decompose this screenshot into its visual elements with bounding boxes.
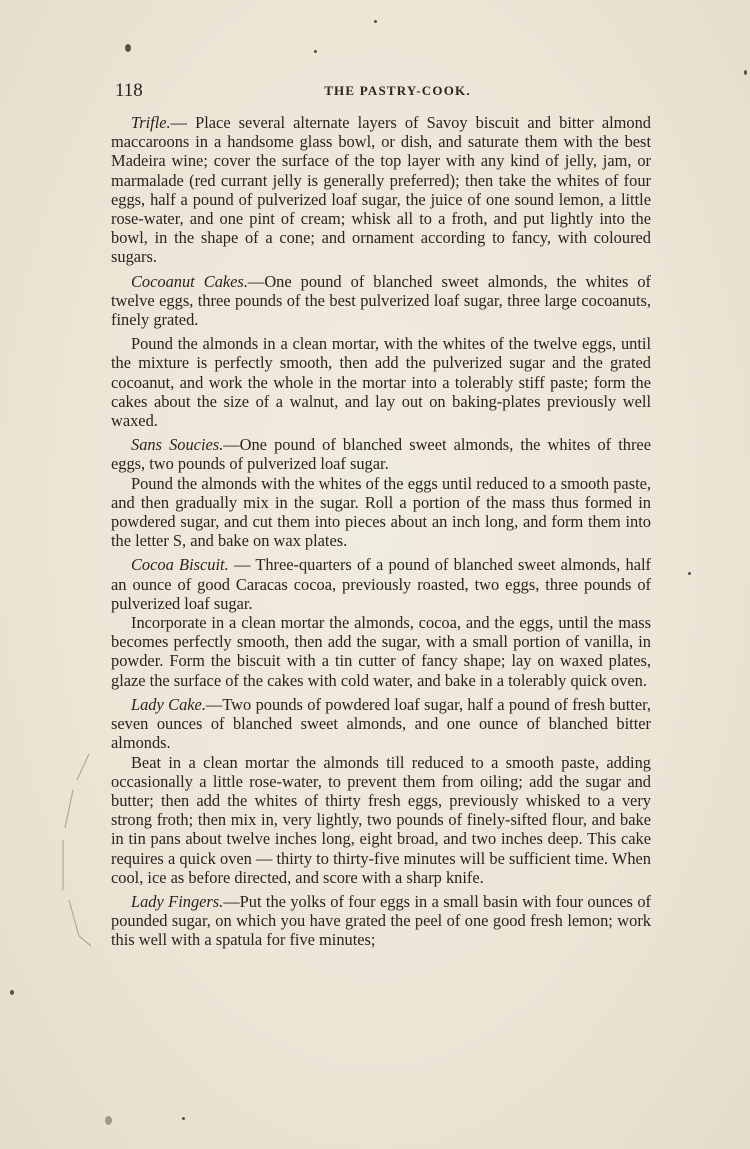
ink-speck [182, 1117, 185, 1120]
recipe-paragraph [111, 613, 651, 690]
recipe-paragraph [111, 753, 651, 887]
paragraph-text: One pound of blanched sweet almonds, the whites of three eggs, two pounds of pulverized loaf sugar. [111, 435, 651, 474]
page-number: 118 [115, 80, 143, 101]
recipe-title: Lady Cake. [131, 694, 206, 714]
recipe-paragraph [111, 474, 651, 551]
ink-speck [105, 1116, 112, 1125]
dash: — [223, 435, 240, 455]
recipe-paragraph [111, 555, 651, 613]
dash: — [223, 891, 240, 911]
dash: — [205, 694, 223, 714]
paragraph-text: Pound the almonds in a clean mortar, with the whites of the twelve eggs, until the mixture is perfectly smooth, then add the pulverized sugar and the grated cocoanut, and work the whole in the mortar into a tolerably stiff paste; form the cakes about the size of a walnut, and lay out on baking-plates previously well waxed. [111, 334, 651, 431]
ink-speck [374, 20, 377, 23]
recipe-title: Lady Fingers. [131, 891, 224, 911]
paragraph-text: One pound of blanched sweet almonds, the whites of twelve eggs, three pounds of the best pulverized loaf sugar, three large cocoanuts, finely grated. [111, 271, 651, 330]
paragraph-text: Pound the almonds with the whites of the eggs until reduced to a smooth paste, and then gradually mix in the sugar. Roll a portion of the mass thus formed in powdered sugar, and cut them into pieces about an inch long, and form them into the letter S, and bake on wax plates. [111, 473, 651, 551]
ink-speck [10, 990, 14, 995]
recipe-title: Trifle. [131, 113, 171, 132]
paragraph-text: Beat in a clean mortar the almonds till reduced to a smooth paste, adding occasionally a little rose-water, to prevent them from oiling; add the sugar and butter; then add the whites of thirty fresh eggs, previously whisked to a very strong froth; then mix in, very lightly, two pounds of finely-sifted flour, and bake in tin pans about twelve inches long, eight broad, and two inches deep. This cake requires a quick oven — thirty to thirty-five minutes will be sufficient time. When cool, ice as before directed, and score with a sharp knife. [111, 752, 651, 887]
paragraph-text: Three-quarters of a pound of blanched sweet almonds, half an ounce of good Caracas cocoa, previously roasted, two eggs, three pounds of pulverized loaf sugar. [111, 555, 652, 613]
ink-speck [314, 50, 317, 53]
page-header [115, 80, 650, 102]
dash: — [247, 271, 265, 291]
ink-speck [744, 70, 747, 75]
margin-pencil-mark [55, 750, 105, 950]
recipe-title: Sans Soucies. [131, 435, 224, 455]
paragraph-text: Two pounds of powdered loaf sugar, half a pound of fresh butter, seven ounces of blanched sweet almonds, and one ounce of blanched bitter almonds. [111, 694, 652, 753]
recipe-paragraph [111, 695, 651, 753]
recipe-paragraph [111, 334, 651, 430]
recipe-paragraph [111, 892, 651, 950]
recipe-title: Cocoa Biscuit. [131, 555, 229, 575]
recipe-paragraph [111, 272, 651, 330]
running-head: THE PASTRY-COOK. [324, 83, 471, 98]
paragraph-text: Put the yolks of four eggs in a small basin with four ounces of pounded sugar, on which you have grated the peel of one good fresh lemon; work this well with a spatula for five minutes; [111, 891, 651, 950]
ink-speck [125, 44, 131, 52]
ink-speck [688, 572, 691, 575]
dash: — [170, 113, 196, 132]
paragraph-text: Incorporate in a clean mortar the almonds, cocoa, and the eggs, until the mass becomes perfectly smooth, then add the sugar, with a small portion of vanilla, in powder. Form the biscuit with a tin cutter of fancy shape; lay on waxed plates, glaze the surface of the cakes with cold water, and bake in a tolerably quick oven. [111, 613, 651, 690]
recipe-paragraph [111, 435, 651, 473]
dash: — [228, 555, 256, 575]
paragraph-text: Place several alternate layers of Savoy biscuit and bitter almond maccaroons in a handsome glass bowl, or dish, and saturate them with the best Madeira wine; cover the surface of the top layer with any kind of jelly, jam, or marmalade (red currant jelly is generally preferred); then take the whites of four eggs, half a pound of pulverized loaf sugar, the juice of one sound lemon, a little rose-water, and one pint of cream; whisk all to a froth, and put lightly into the bowl, in the shape of a cone; and ornament according to fancy, with coloured sugars. [111, 113, 651, 267]
recipe-title: Cocoanut Cakes. [131, 271, 248, 291]
body-text [111, 113, 651, 950]
recipe-paragraph [111, 113, 651, 267]
